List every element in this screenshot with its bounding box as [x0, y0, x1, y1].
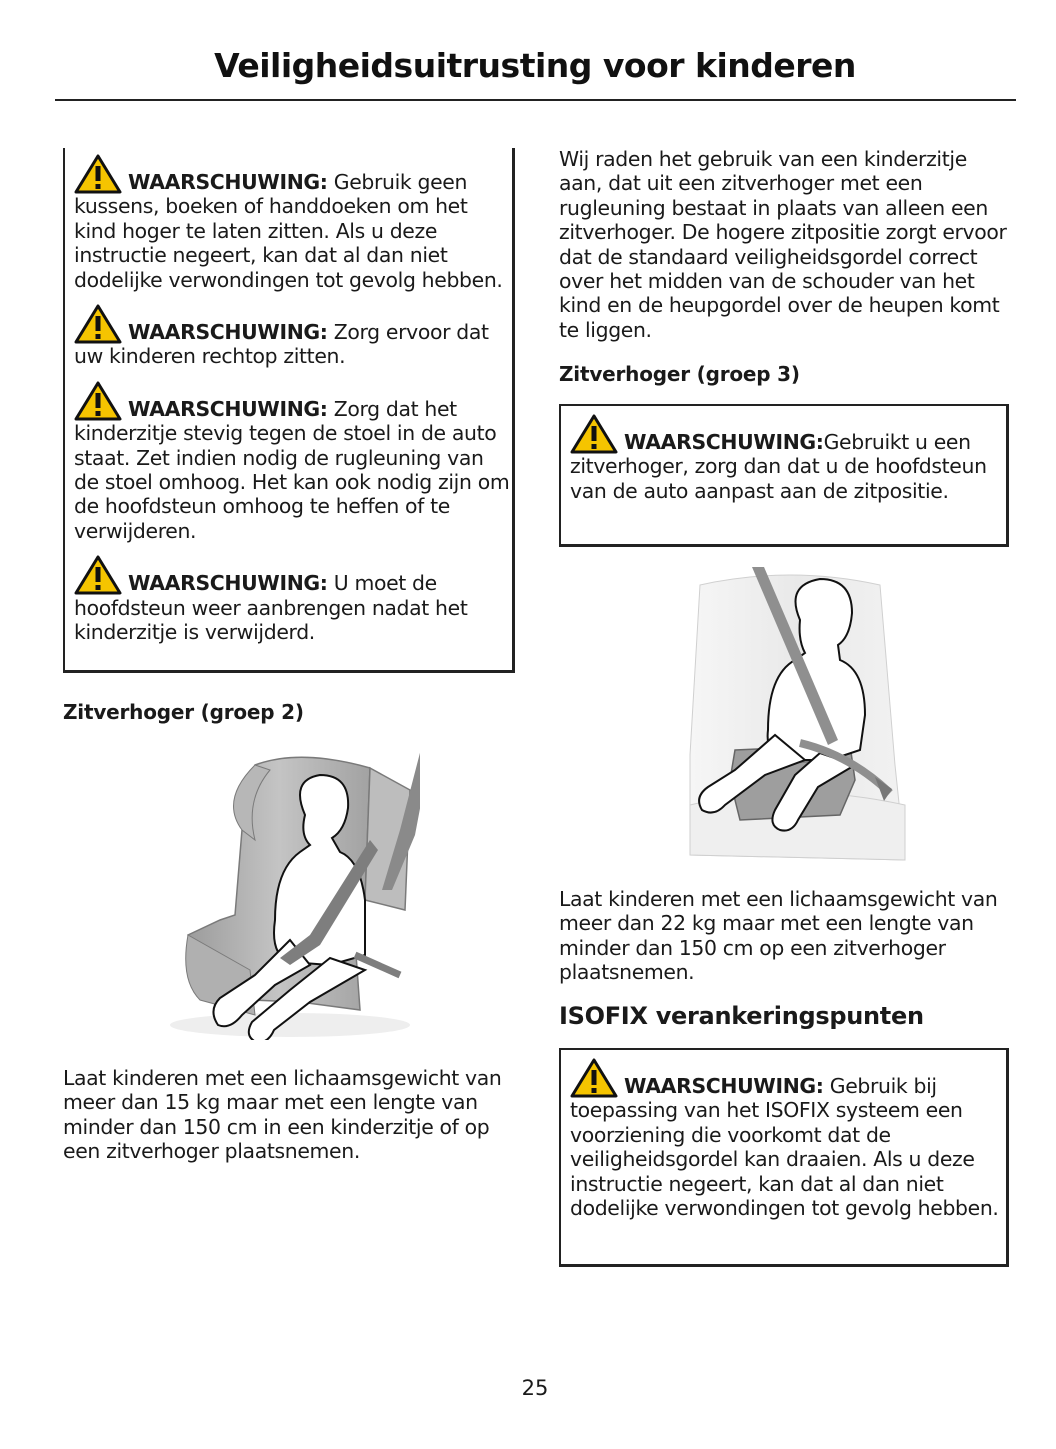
- warning-headrest: [74, 543, 512, 644]
- subheading-group3: Zitverhoger (groep 3): [559, 362, 800, 386]
- isofix-heading: ISOFIX verankeringspunten: [559, 1002, 924, 1030]
- warning-label: WAARSCHUWING:: [128, 170, 328, 194]
- warning-text: Gebruik geen kussens, boeken of handdoeken om het kind hoger te laten zitten. Als u deze instructie negeert, kan dat al dan niet dodelijke verwondingen tot gevolg hebben.: [74, 170, 503, 292]
- warning-isofix: [570, 1056, 1006, 1220]
- warning-text: U moet de hoofdsteun weer aanbrengen nadat het kinderzitje is verwijderd.: [74, 571, 468, 645]
- booster-seat-group2-illustration: [160, 740, 420, 1040]
- title-divider: [55, 99, 1016, 101]
- warning-triangle-icon: [74, 304, 122, 344]
- page-number: 25: [521, 1376, 549, 1400]
- warning-label: WAARSCHUWING:: [128, 396, 328, 421]
- isofix-warning-box: [559, 1048, 1009, 1267]
- warning-text: Zorg dat het kinderzitje stevig tegen de stoel in de auto staat. Zet indien nodig de rugleuning van de stoel omhoog. Het kan ook nodig zijn om de hoofdsteun omhoog te heffen of te verwijderen.: [74, 396, 510, 543]
- group3-warning-box: [559, 404, 1009, 547]
- warning-text: Zorg ervoor dat uw kinderen rechtop zitten.: [74, 320, 489, 369]
- intro-paragraph: Wij raden het gebruik van een kinderzitje aan, dat uit een zitverhoger met een rugleuning bestaat in plaats van alleen een zitverhoger. De hogere zitpositie zorgt ervoor dat de standaard veiligheidsgordel correct over het midden van de schouder van het kind en de heupgordel over de heupen komt te liggen.: [559, 147, 1007, 342]
- warning-triangle-icon: [74, 381, 122, 421]
- warning-label: WAARSCHUWING:: [128, 571, 328, 596]
- warning-triangle-icon: [570, 1058, 618, 1098]
- warning-text: Gebruikt u een zitverhoger, zorg dan dat u de hoofdsteun van de auto aanpast aan de zitpositie.: [570, 430, 987, 503]
- booster-seat-group3-illustration: [680, 565, 910, 865]
- warning-label: WAARSCHUWING:: [624, 430, 824, 454]
- page-title: Veiligheidsuitrusting voor kinderen: [214, 46, 856, 85]
- group3-paragraph: Laat kinderen met een lichaamsgewicht van meer dan 22 kg maar met een lengte van minder dan 150 cm op een zitverhoger plaatsnemen.: [559, 887, 998, 985]
- warning-label: WAARSCHUWING:: [624, 1074, 824, 1098]
- warning-upright: [74, 292, 512, 369]
- warning-triangle-icon: [570, 414, 618, 454]
- subheading-group2: Zitverhoger (groep 2): [63, 700, 304, 724]
- warning-triangle-icon: [74, 555, 122, 595]
- warning-text: Gebruik bij toepassing van het ISOFIX systeem een voorziening die voorkomt dat de veiligheidsgordel kan draaien. Als u deze instructie negeert, kan dat al dan niet dodelijke verwondingen tot gevolg hebben.: [570, 1074, 999, 1221]
- warning-seat-firm: [74, 369, 512, 543]
- warning-group3: [570, 412, 1006, 503]
- group2-paragraph: Laat kinderen met een lichaamsgewicht van meer dan 15 kg maar met een lengte van minder dan 150 cm in een kinderzitje of op een zitverhoger plaatsnemen.: [63, 1066, 502, 1164]
- warning-triangle-icon: [74, 154, 122, 194]
- left-warning-box: [63, 148, 515, 673]
- warning-label: WAARSCHUWING:: [128, 320, 328, 345]
- warning-cushions: [74, 148, 512, 292]
